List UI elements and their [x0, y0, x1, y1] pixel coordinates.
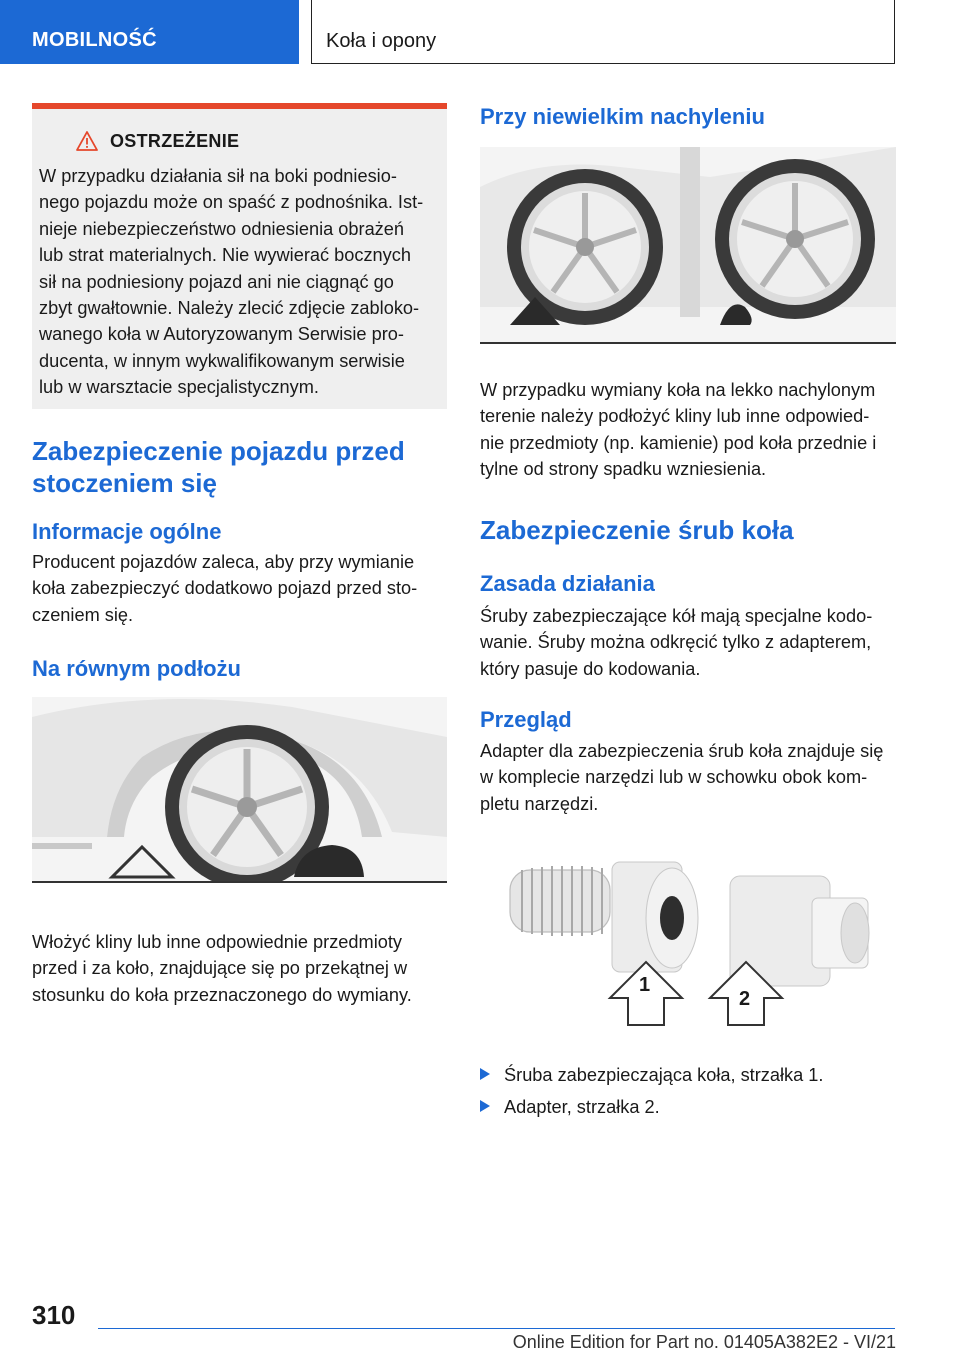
text-line: Adapter dla zabezpieczenia śrub koła znajduje się: [480, 741, 884, 761]
general-info-text: [32, 549, 447, 628]
text-line: Włożyć kliny lub inne odpowiednie przedmioty: [32, 932, 402, 952]
text-line: Producent pojazdów zaleca, aby przy wymianie: [32, 552, 415, 572]
header-chapter-box: [311, 0, 895, 64]
heading-line: stoczeniem się: [32, 468, 217, 498]
heading-rollaway-protection: [32, 435, 447, 499]
heading-principle: Zasada działania: [480, 571, 655, 596]
bolt-adapter-drawing: [500, 850, 880, 1030]
arrow-2-label: 2: [739, 988, 751, 1010]
warning-accent-bar: [32, 103, 447, 109]
heading-line: Zabezpieczenie pojazdu przed: [32, 436, 405, 466]
list-item: [480, 1065, 823, 1086]
warning-line: lub w warsztacie specjalistycznym.: [39, 377, 319, 398]
wheel-chock-illustration: [32, 697, 447, 883]
text-line: czeniem się.: [32, 604, 134, 625]
warning-line: sił na podniesiony pojazd ani nie ciągnąć go: [39, 271, 394, 292]
text-line: wanie. Śruby można odkręcić tylko z adapterem,: [480, 632, 872, 653]
warning-line: wanego koła w Autoryzowanym Serwisie pro-: [39, 324, 404, 345]
arrow-1-label: 1: [639, 974, 651, 996]
text-line: pletu narzędzi.: [480, 793, 599, 814]
text-line: W przypadku wymiany koła na lekko nachylonym: [480, 380, 876, 400]
heading-overview: Przegląd: [480, 707, 572, 732]
principle-text: [480, 603, 896, 682]
warning-line: nego pojazdu może on spaść z podnośnika. Ist-: [39, 192, 424, 213]
text-line: nie przedmioty (np. kamienie) pod koła przednie i: [480, 432, 877, 453]
text-line: tylne od strony spadku wzniesienia.: [480, 459, 767, 480]
header-section-tab: [0, 0, 299, 64]
footer-divider: [98, 1328, 895, 1329]
warning-line: ducenta, w innym wykwalifikowanym serwisie: [39, 350, 405, 371]
warning-title: OSTRZEŻENIE: [110, 131, 240, 151]
warning-line: W przypadku działania sił na boki podniesio-: [39, 166, 397, 186]
warning-box: [32, 103, 447, 409]
text-line: który pasuje do kodowania.: [480, 658, 701, 679]
list-item-text: Adapter, strzałka 2.: [504, 1097, 660, 1117]
heading-level-ground: Na równym podłożu: [32, 656, 241, 681]
list-item-text: Śruba zabezpieczająca koła, strzałka 1.: [504, 1065, 824, 1085]
list-item: [480, 1097, 660, 1118]
lug-bolt-adapter-illustration: [500, 850, 880, 1030]
warning-text: [39, 163, 443, 401]
image-baseline: [32, 881, 447, 883]
level-ground-caption: [32, 929, 447, 1008]
image-baseline: [480, 342, 896, 344]
text-line: koła zabezpieczyć dodatkowo pojazd przed sto-: [32, 578, 418, 599]
heading-general-info: Informacje ogólne: [32, 519, 222, 544]
warning-line: lub strat materialnych. Nie wywierać bocznych: [39, 245, 411, 266]
heading-lug-bolt-lock: Zabezpieczenie śrub koła: [480, 515, 794, 545]
text-line: Śruby zabezpieczające kół mają specjalne kodo-: [480, 606, 873, 626]
warning-line: nieje niebezpieczeństwo odniesienia obrażeń: [39, 218, 405, 239]
slight-slope-text: [480, 377, 896, 483]
list-bullet-triangle-icon: [480, 1100, 490, 1112]
text-line: stosunku do koła przeznaczonego do wymiany.: [32, 984, 412, 1005]
warning-line: zbyt gwałtownie. Należy zlecić zdjęcie zabloko-: [39, 298, 420, 319]
text-line: przed i za koło, znajdujące się po przekątnej w: [32, 958, 408, 979]
overview-text: [480, 738, 896, 817]
text-line: terenie należy podłożyć kliny lub inne odpowied-: [480, 406, 870, 427]
header-section-label: MOBILNOŚĆ: [32, 29, 157, 51]
header-chapter-label: Koła i opony: [326, 30, 437, 52]
level-ground-illustration: [32, 697, 447, 883]
heading-slight-slope: Przy niewielkim nachyleniu: [480, 104, 765, 129]
text-line: w komplecie narzędzi lub w schowku obok kom-: [480, 767, 868, 788]
slope-illustration: [480, 147, 896, 344]
footer-edition: Online Edition for Part no. 01405A382E2 - VI/21: [512, 1332, 896, 1352]
warning-triangle-icon: [76, 131, 98, 151]
two-wheels-chock-illustration: [480, 147, 896, 344]
page-number: 310: [32, 1300, 76, 1330]
list-bullet-triangle-icon: [480, 1068, 490, 1080]
